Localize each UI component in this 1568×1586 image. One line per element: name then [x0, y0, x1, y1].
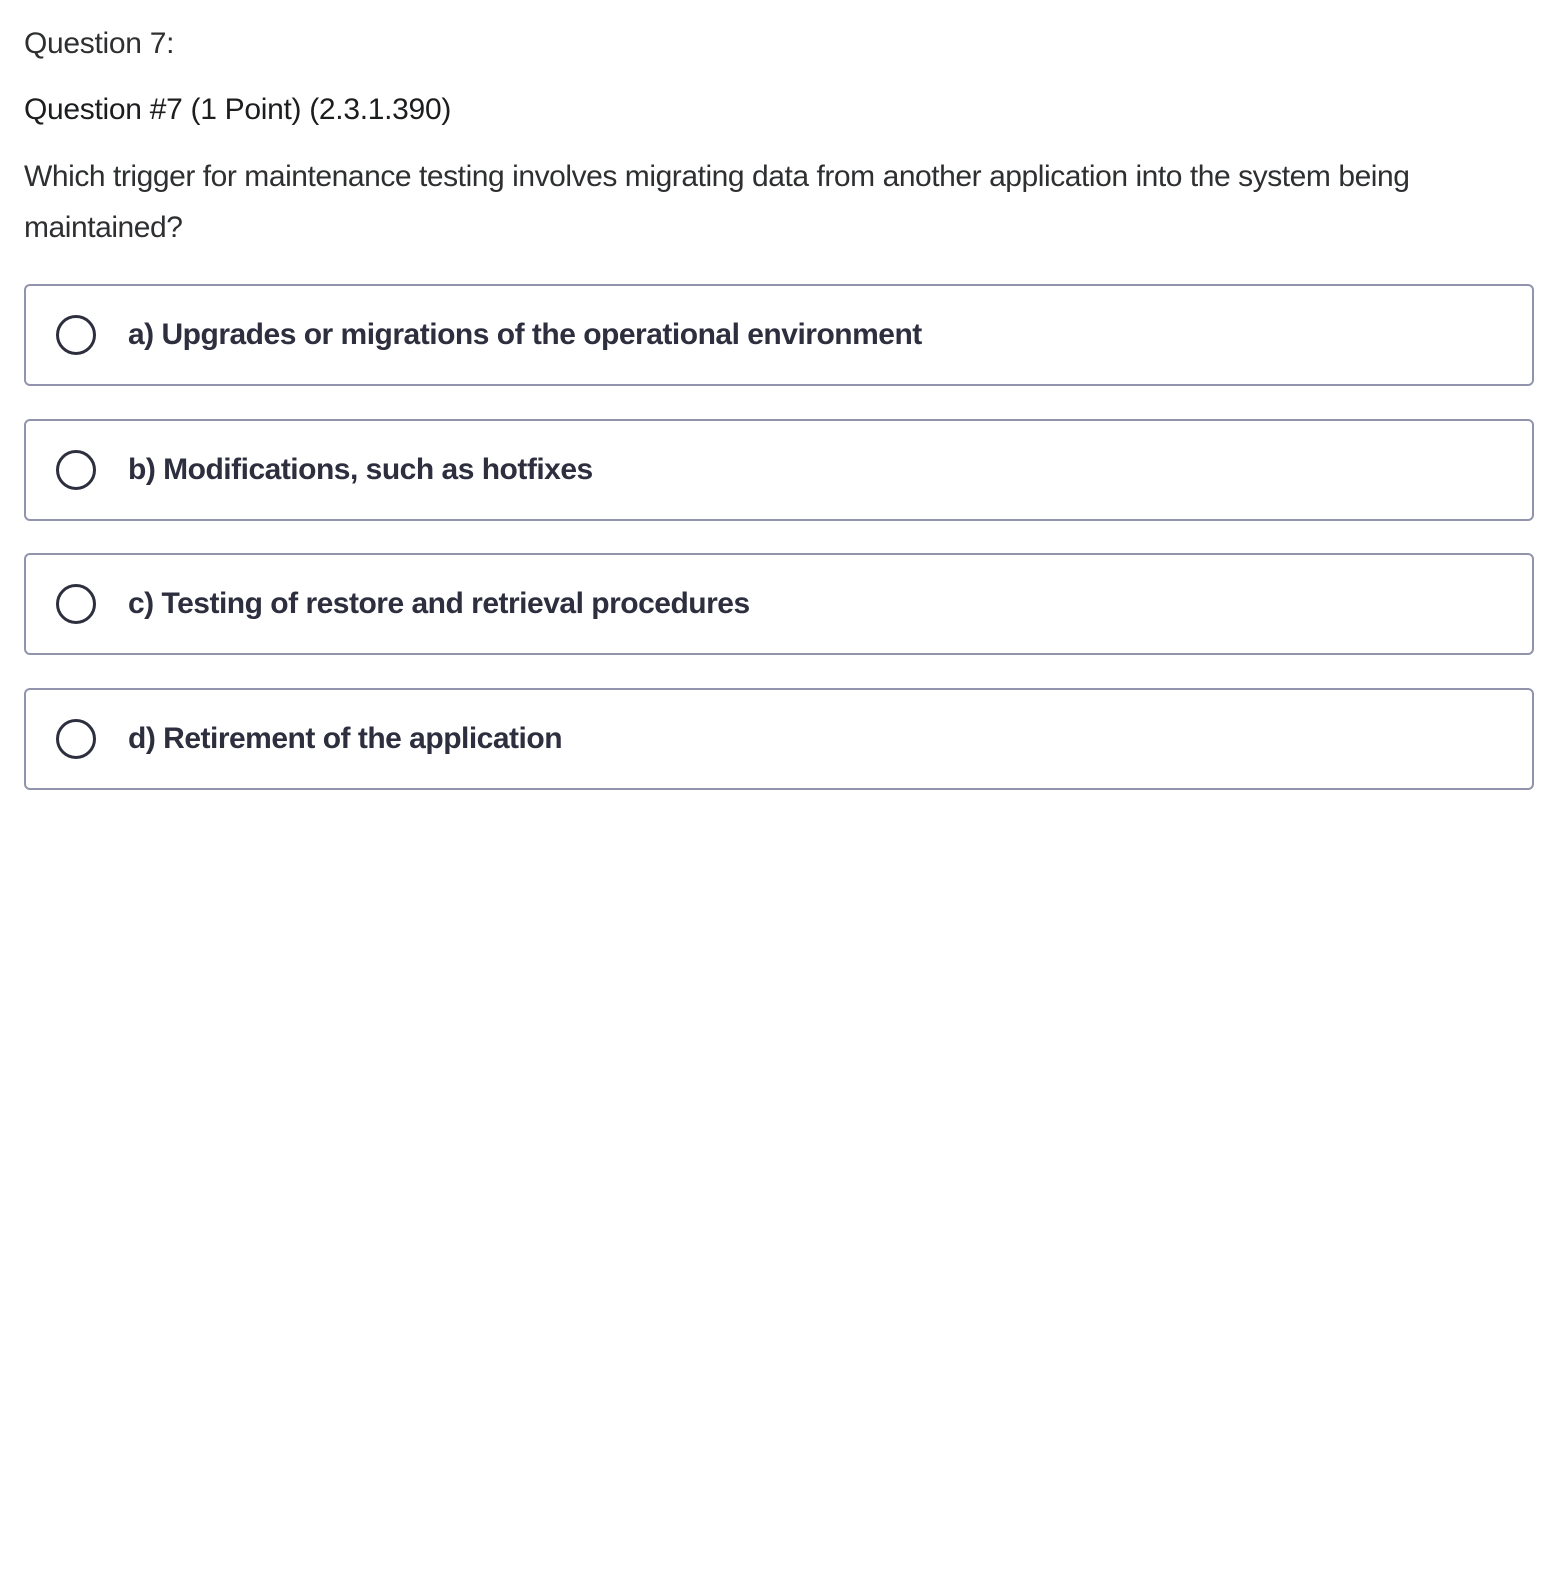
- option-d[interactable]: [24, 688, 1534, 790]
- question-meta: Question #7 (1 Point) (2.3.1.390): [24, 93, 452, 126]
- radio-unchecked-icon[interactable]: [56, 450, 96, 490]
- option-b[interactable]: [24, 419, 1534, 521]
- answer-options: [24, 284, 1534, 822]
- question-number: Question 7:: [24, 27, 175, 60]
- option-a[interactable]: [24, 284, 1534, 386]
- radio-unchecked-icon[interactable]: [56, 584, 96, 624]
- radio-unchecked-icon[interactable]: [56, 315, 96, 355]
- radio-unchecked-icon[interactable]: [56, 719, 96, 759]
- option-label: b) Modifications, such as hotfixes: [128, 452, 593, 486]
- option-c[interactable]: [24, 553, 1534, 655]
- option-label: c) Testing of restore and retrieval procedures: [128, 587, 750, 620]
- question-prompt: Which trigger for maintenance testing involves migrating data from another application into the system being maintained?: [24, 160, 1410, 244]
- option-label: a) Upgrades or migrations of the operational environment: [128, 318, 922, 351]
- option-label: d) Retirement of the application: [128, 721, 563, 755]
